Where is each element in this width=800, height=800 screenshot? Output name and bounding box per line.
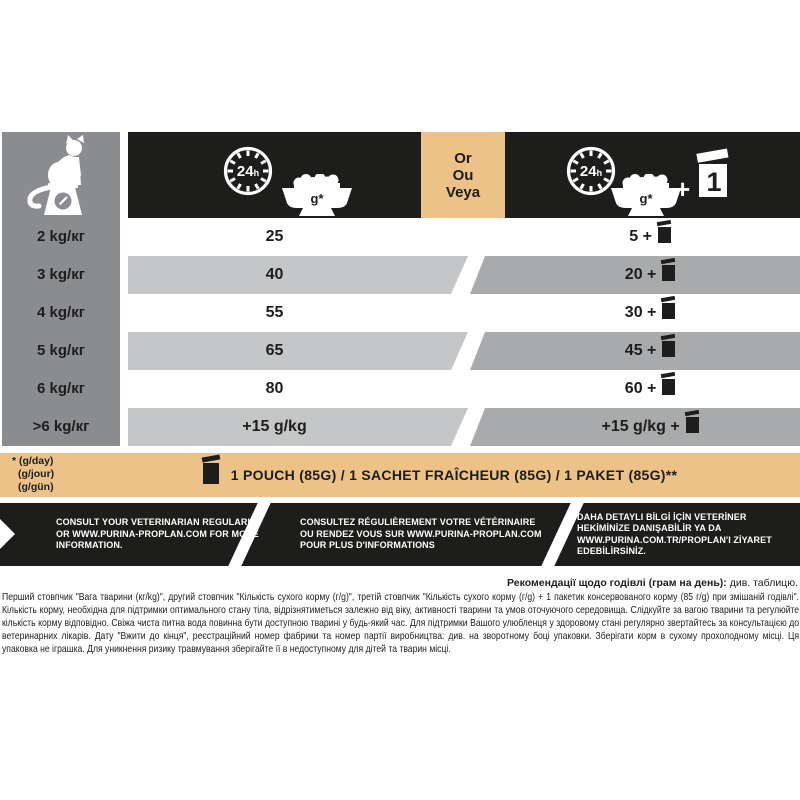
ua-recommendations-heading <box>507 577 798 589</box>
vet-note-en <box>56 503 261 566</box>
vet-note-fr-text: CONSULTEZ RÉGULIÈREMENT VOTRE VÉTÉRINAIRE OU RENDEZ VOUS SUR WWW.PURINA-PROPLAN.COM POUR PLUS D'INFORMATIONS <box>300 517 542 551</box>
or-divider-label <box>421 132 505 218</box>
mixed-amount-cell <box>500 332 800 370</box>
dry-amount-cell: 25 <box>265 228 284 245</box>
mixed-amount-cell <box>500 256 800 294</box>
pouch-icon <box>662 379 675 396</box>
mixed-amount-value: 45 + <box>624 342 657 359</box>
dry-amount-cell: +15 g/kg <box>242 418 307 435</box>
unit-footnote: * (g/day) <box>12 455 54 467</box>
svg-text:24h: 24h <box>236 163 260 180</box>
svg-text:g*: g* <box>639 191 653 206</box>
feeding-table-rows <box>0 218 800 446</box>
dry-amount-cell: 40 <box>265 266 284 283</box>
mixed-amount-value: 30 + <box>624 304 657 321</box>
cat-on-scale-icon <box>15 135 107 217</box>
dry-amount-cell: 65 <box>265 342 284 359</box>
mixed-amount-value: 20 + <box>624 266 657 283</box>
pouch-icon <box>662 303 675 320</box>
pouch-icon <box>658 227 671 244</box>
mixed-amount-value: +15 g/kg + <box>601 418 680 435</box>
pouch-icon <box>662 265 675 282</box>
footnote-band <box>0 453 800 497</box>
ua-instructions-paragraph: Перший стовпчик "Вага тварини (кг/kg)", другий стовпчик "Кількість сухого корму (г/g)", третій стовпчик "Кількість сухого корму (г/g) + 1 пакетик консервованого корму (85 г/g) при змішаній годівлі". Кількість корму, необхідна для підтримки оптимального стану тіла, відрізнятиметься залежно від віку, активності тварини та умов оточуючого середовища. Слідкуйте за вагою тварини та регулюйте кількість корму відповідно. Свіжа чиста питна вода повинна бути доступною тварині у будь-який час. Для підтримки Вашого улюбленця у здоровому стані регулярно звертайтесь за консультацією до ветеринарних лікарів. Дату "Вжити до кінця", реєстраційний номер фабрики та номер партії виробництва: див. на зворотному боці упаковки. Зберігати корм в сухому прохолодному місці. Ця упаковка не іграшка. Для уникнення ризику травмування зберігайте її в недоступному для дітей та тварин місці. <box>2 591 800 655</box>
header-mixed-feeding <box>505 132 800 218</box>
mixed-amount-cell <box>500 294 800 332</box>
pouch-icon <box>686 417 699 434</box>
vet-note-fr <box>300 503 550 566</box>
header-dry-food <box>128 132 421 218</box>
table-row <box>0 218 800 256</box>
mixed-amount-cell <box>500 408 800 446</box>
weight-cell: 6 kg/кг <box>37 380 85 397</box>
weight-cell: 3 kg/кг <box>37 266 85 283</box>
or-line: Veya <box>445 183 481 201</box>
or-line: Or <box>454 149 472 167</box>
table-row <box>0 332 800 370</box>
pouch-icon <box>662 341 675 358</box>
table-row <box>0 370 800 408</box>
weight-cell: >6 kg/кг <box>32 418 90 435</box>
dry-amount-cell: 55 <box>265 304 284 321</box>
mixed-amount-cell <box>500 218 800 256</box>
ua-heading-bold: Рекомендації щодо годівлі (грам на день): <box>507 577 727 589</box>
or-line: Ou <box>452 166 474 184</box>
arrow-right-icon <box>0 519 15 549</box>
mixed-amount-cell <box>500 370 800 408</box>
unit-footnotes <box>12 455 54 494</box>
vet-note-en-text: CONSULT YOUR VETERINARIAN REGULARLY OR WWW.PURINA-PROPLAN.COM FOR MORE INFORMATION. <box>56 517 259 551</box>
mixed-amount-value: 5 + <box>629 228 652 245</box>
unit-footnote: (g/jour) <box>18 468 55 480</box>
veterinarian-band <box>0 503 800 566</box>
table-row <box>0 294 800 332</box>
weight-cell: 4 kg/кг <box>37 304 85 321</box>
weight-cell: 2 kg/кг <box>37 228 85 245</box>
vet-note-tr <box>577 503 795 566</box>
clock-24h-icon <box>220 143 276 199</box>
pouch-icon <box>203 463 219 484</box>
food-bowl-icon <box>280 174 354 218</box>
table-row <box>0 408 800 446</box>
table-row <box>0 256 800 294</box>
mixed-amount-value: 60 + <box>624 380 657 397</box>
plus-sign: + <box>675 174 691 204</box>
svg-text:1: 1 <box>706 167 722 197</box>
pouch-footnote-text: 1 POUCH (85G) / 1 SACHET FRAÎCHEUR (85G) / 1 PAKET (85G)** <box>230 467 678 483</box>
pouch-footnote <box>80 453 800 497</box>
svg-text:g*: g* <box>310 191 324 206</box>
food-bowl-icon <box>609 174 683 218</box>
dry-amount-cell: 80 <box>265 380 284 397</box>
svg-text:24h: 24h <box>579 163 603 180</box>
vet-note-tr-text: DAHA DETAYLI BİLGİ İÇİN VETERİNER HEKİMİNİZE DANIŞABİLİR YA DA WWW.PURINA.COM.TR/PROPLAN'I ZİYARET EDEBİLİRSİNİZ. <box>577 511 772 556</box>
ua-heading-rest: див. таблицю. <box>726 577 798 589</box>
unit-footnote: (g/gün) <box>18 481 54 493</box>
weight-cell: 5 kg/кг <box>37 342 85 359</box>
wet-pouch-icon <box>695 148 731 200</box>
